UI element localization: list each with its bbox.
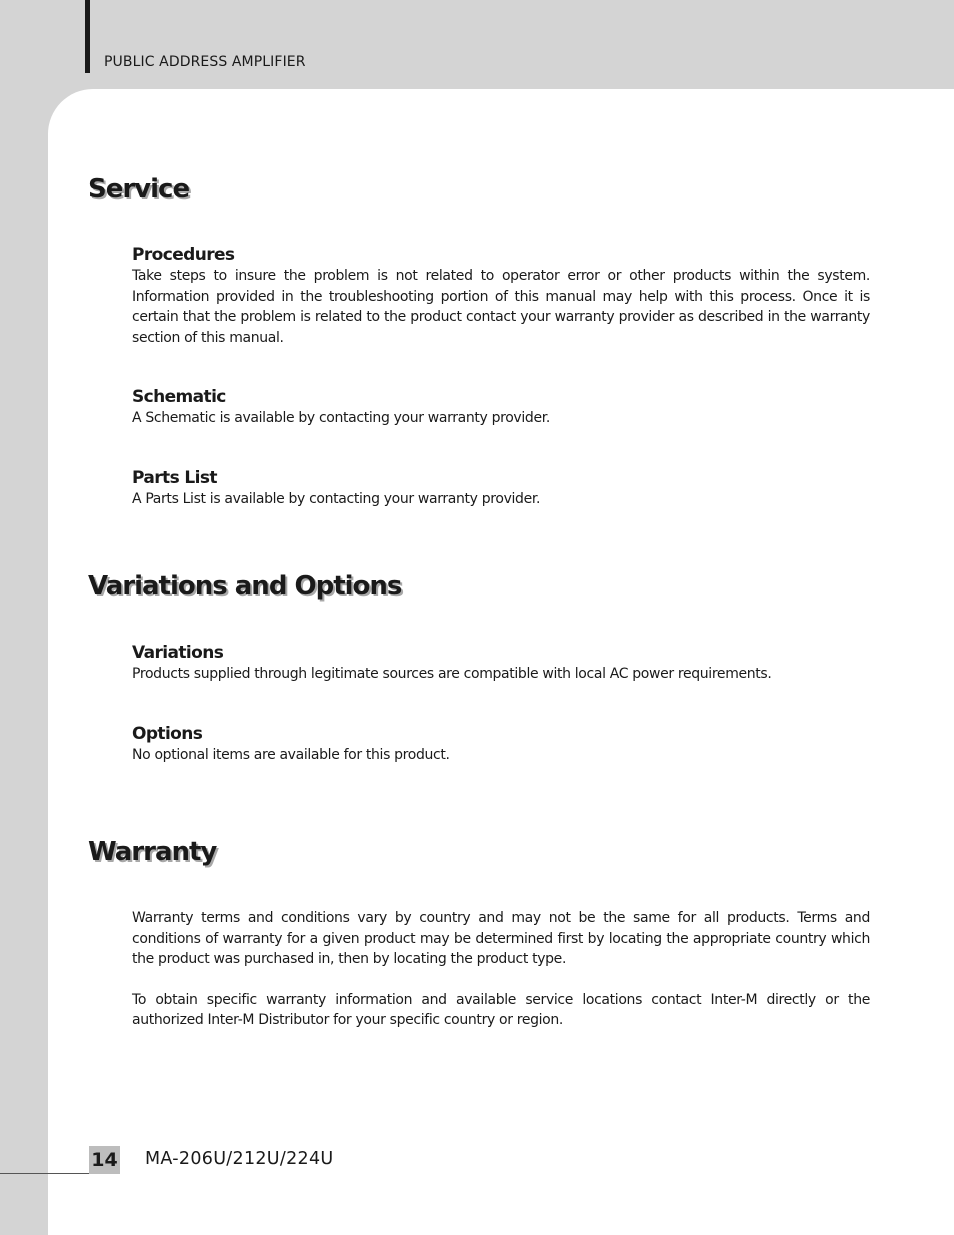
parts-list-text: A Parts List is available by contacting your warranty provider. (132, 491, 541, 507)
warranty-paragraph-1: Warranty terms and conditions vary by country and may not be the same for all products. Terms and conditions of warranty for a given product may be determined first by locating the appropriate country which the product was purchased in, then by locating the product type. (132, 910, 870, 967)
model-number: MA-206U/212U/224U (145, 1149, 334, 1169)
page-number: 14 (89, 1146, 120, 1174)
options-block (132, 723, 870, 766)
variations-text: Products supplied through legitimate sources are compatible with local AC power requirements. (132, 666, 772, 682)
options-heading: Options (132, 724, 203, 744)
section-title-warranty: Warranty (88, 837, 217, 867)
options-text: No optional items are available for this product. (132, 747, 450, 763)
variations-block (132, 642, 870, 685)
parts-list-heading: Parts List (132, 468, 217, 488)
section-title-variations-options: Variations and Options (88, 571, 402, 601)
variations-heading: Variations (132, 643, 224, 663)
procedures-block (132, 244, 870, 348)
header-accent-bar (85, 0, 90, 73)
schematic-heading: Schematic (132, 387, 226, 407)
warranty-block (132, 908, 870, 1031)
procedures-text: Take steps to insure the problem is not related to operator error or other products within the system. Information provided in the troubleshooting portion of this manual may help with this process. Once it is certain that the problem is related to the product contact your warranty provider as described in the warranty section of this manual. (132, 268, 870, 346)
schematic-block (132, 386, 870, 429)
parts-list-block (132, 467, 870, 510)
header-label: PUBLIC ADDRESS AMPLIFIER (104, 54, 306, 70)
section-title-service: Service (88, 174, 190, 204)
warranty-paragraph-2: To obtain specific warranty information and available service locations contact Inter-M directly or the authorized Inter-M Distributor for your specific country or region. (132, 991, 870, 1028)
procedures-heading: Procedures (132, 245, 235, 265)
schematic-text: A Schematic is available by contacting your warranty provider. (132, 410, 550, 426)
